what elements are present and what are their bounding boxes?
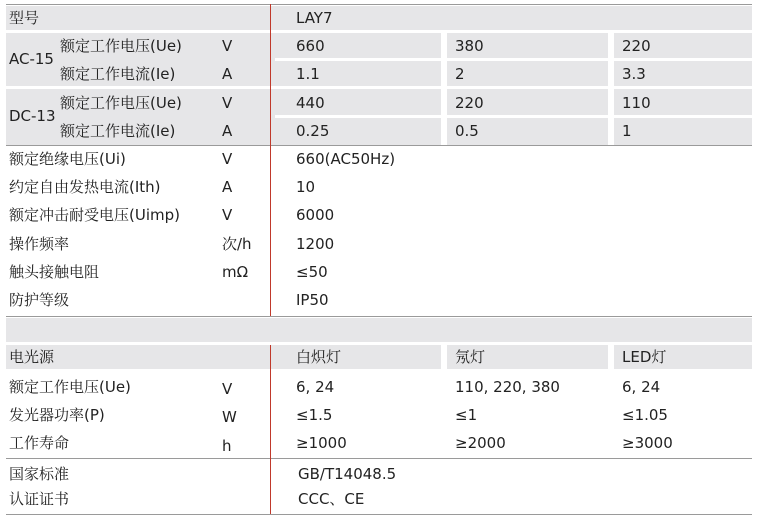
- ac15-current-value: 3.3: [622, 65, 646, 83]
- column-gap: [441, 33, 447, 145]
- light-row-label: 额定工作电压(Ue): [9, 378, 131, 396]
- light-row-value: ≤1: [455, 406, 478, 424]
- spec-label: 额定冲击耐受电压(Uimp): [9, 206, 180, 224]
- ac15-voltage-label: 额定工作电压(Ue): [60, 37, 182, 55]
- standard-label: 认证证书: [9, 490, 70, 508]
- ac15-voltage-value: 660: [296, 37, 325, 55]
- light-row-value: 6, 24: [622, 378, 661, 396]
- spec-value: IP50: [296, 291, 329, 309]
- dc13-voltage-value: 220: [455, 94, 484, 112]
- spec-value: 10: [296, 178, 316, 196]
- table-rule: [6, 145, 752, 146]
- column-gap: [441, 345, 447, 369]
- table-bottom-rule: [6, 514, 752, 515]
- dc13-label: DC-13: [9, 107, 56, 125]
- light-row-unit: h: [222, 437, 232, 455]
- light-row-value: ≤1.05: [622, 406, 668, 424]
- dc13-current-value: 1: [622, 122, 632, 140]
- ac15-current-value: 1.1: [296, 65, 320, 83]
- table-top-rule: [6, 4, 752, 5]
- table-rule: [6, 458, 752, 459]
- dc13-current-value: 0.5: [455, 122, 479, 140]
- light-row-label: 发光器功率(P): [9, 406, 105, 424]
- ac15-voltage-value: 380: [455, 37, 484, 55]
- column-divider: [270, 345, 271, 514]
- model-label: 型号: [9, 9, 40, 27]
- column-gap: [608, 33, 614, 145]
- dc13-current-unit: A: [222, 122, 233, 140]
- ac15-voltage-unit: V: [222, 37, 233, 55]
- spec-label: 触头接触电阻: [9, 263, 100, 281]
- light-header-col: 白炽灯: [296, 348, 342, 366]
- spec-value: 1200: [296, 235, 335, 253]
- light-row-value: 110, 220, 380: [455, 378, 560, 396]
- light-row-value: ≤1.5: [296, 406, 333, 424]
- ac15-voltage-value: 220: [622, 37, 651, 55]
- ac15-current-unit: A: [222, 65, 233, 83]
- dc13-current-value: 0.25: [296, 122, 330, 140]
- ac15-current-value: 2: [455, 65, 465, 83]
- spec-label: 约定自由发热电流(Ith): [9, 178, 161, 196]
- spec-value: 6000: [296, 206, 335, 224]
- light-row-value: ≥1000: [296, 434, 347, 452]
- light-header-col: LED灯: [622, 348, 667, 366]
- spec-value: ≤50: [296, 263, 328, 281]
- spec-unit: A: [222, 178, 233, 196]
- spec-label: 操作频率: [9, 235, 70, 253]
- dc13-voltage-value: 440: [296, 94, 325, 112]
- header-band: [6, 6, 752, 30]
- dc13-voltage-value: 110: [622, 94, 651, 112]
- spec-unit: 次/h: [222, 235, 252, 253]
- ac15-label: AC-15: [9, 50, 54, 68]
- separator-band: [6, 318, 752, 342]
- light-row-value: ≥3000: [622, 434, 673, 452]
- spec-unit: V: [222, 206, 233, 224]
- spec-label: 防护等级: [9, 291, 70, 309]
- light-row-value: 6, 24: [296, 378, 335, 396]
- light-header-label: 电光源: [9, 348, 55, 366]
- dc13-voltage-unit: V: [222, 94, 233, 112]
- light-row-unit: W: [222, 408, 237, 426]
- column-divider: [270, 4, 271, 316]
- standard-label: 国家标准: [9, 465, 70, 483]
- light-row-label: 工作寿命: [9, 434, 70, 452]
- model-value: LAY7: [296, 9, 333, 27]
- column-gap: [608, 345, 614, 369]
- light-row-value: ≥2000: [455, 434, 506, 452]
- spec-unit: mΩ: [222, 263, 249, 281]
- spec-label: 额定绝缘电压(Ui): [9, 150, 126, 168]
- table-rule: [6, 316, 752, 317]
- light-header-col: 氖灯: [455, 348, 486, 366]
- row-separator: [275, 58, 752, 61]
- ac15-current-label: 额定工作电流(Ie): [60, 65, 176, 83]
- spec-value: 660(AC50Hz): [296, 150, 396, 168]
- row-separator: [275, 115, 752, 118]
- dc13-voltage-label: 额定工作电压(Ue): [60, 94, 182, 112]
- standard-value: CCC、CE: [298, 490, 365, 508]
- spec-unit: V: [222, 150, 233, 168]
- light-row-unit: V: [222, 380, 233, 398]
- dc13-current-label: 额定工作电流(Ie): [60, 122, 176, 140]
- standard-value: GB/T14048.5: [298, 465, 397, 483]
